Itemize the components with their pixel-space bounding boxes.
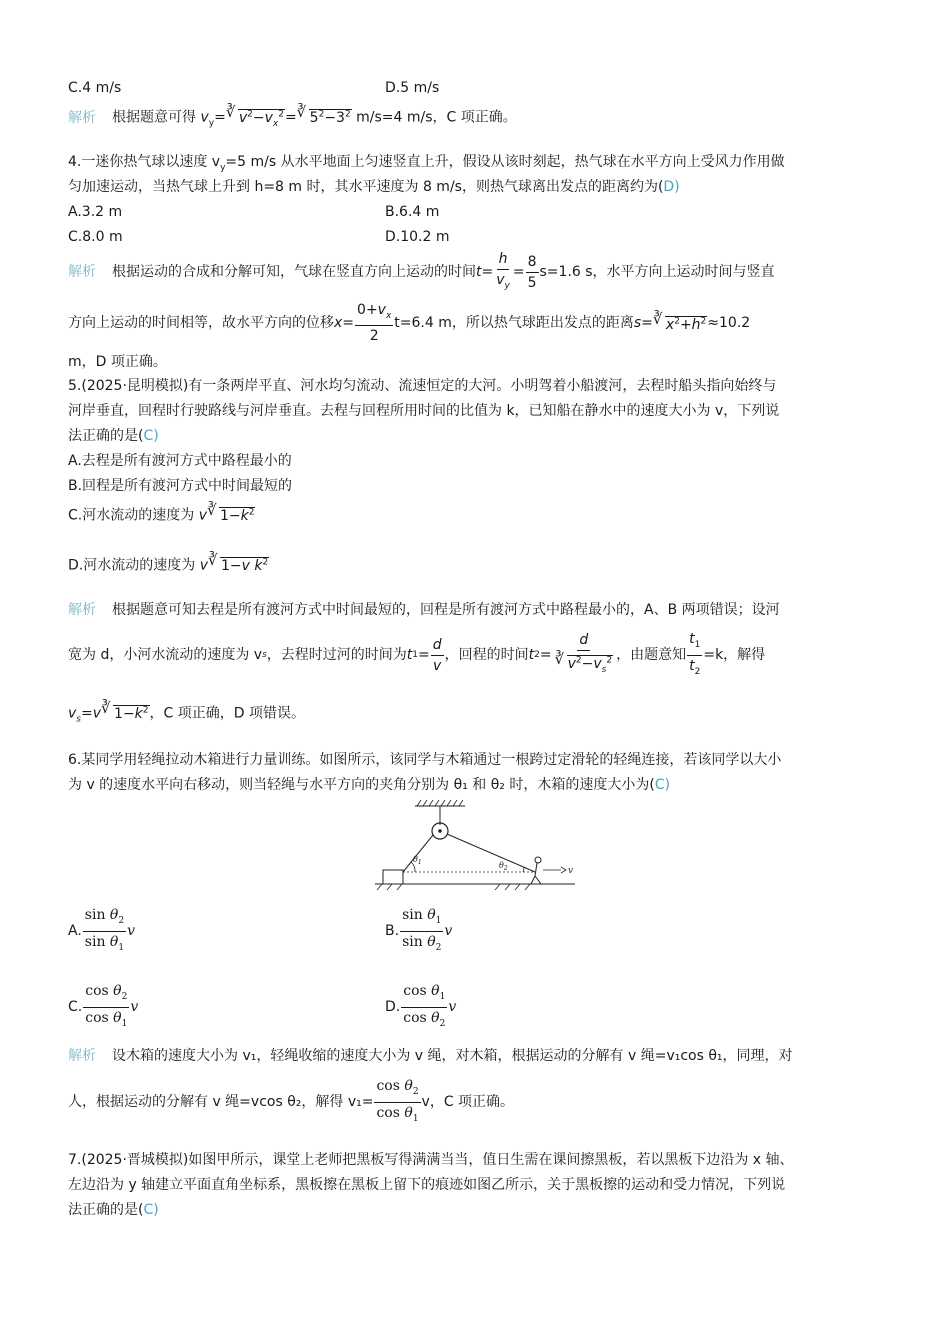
q4-option-c: C.8.0 m [68, 229, 123, 245]
person-icon [535, 857, 541, 863]
q6-analysis-line1: 解析 设木箱的速度大小为 v₁，轻绳收缩的速度大小为 v 绳，对木箱，根据运动的分解有 v 绳=v₁cos θ₁，同理，对 [68, 1048, 793, 1064]
q6-stem-line1: 6.某同学用轻绳拉动木箱进行力量训练。如图所示，该同学与木箱通过一根跨过定滑轮的轻绳连接，若该同学以大小 [68, 752, 782, 768]
q6-answer: C [654, 777, 665, 793]
q4-option-d: D.10.2 m [385, 229, 450, 245]
q5-option-c: C.河水流动的速度为 v ∛ $1-k^2$ [68, 501, 255, 524]
q4-analysis-line1: 解析 根据运动的合成和分解可知，气球在竖直方向上运动的时间 t = $\frac{h}{v_y}$ = $\frac{8}{5}$ s=1.6 s，水平方向上运动时间与竖直 [68, 250, 775, 291]
q5-stem-line3: 法正确的是(C) [68, 428, 159, 444]
q5-option-a: A.去程是所有渡河方式中路程最小的 [68, 453, 292, 469]
q4-analysis-line2: 方向上运动的时间相等，故水平方向的位移 x = $\frac{0+v_x}{2}$ t=6.4 m，所以热气球距出发点的距离 s = ∛ $x^2+h^2$ ≈10.2 [68, 301, 751, 345]
q5-option-b: B.回程是所有渡河方式中时间最短的 [68, 478, 293, 494]
option-c: C.4 m/s [68, 80, 122, 96]
q7-stem-line2: 左边沿为 y 轴建立平面直角坐标系，黑板擦在黑板上留下的痕迹如图乙所示，关于黑板擦的运动和受力情况，下列说 [68, 1177, 786, 1193]
q5-option-d: D.河水流动的速度为 v ∛ 1−v $k^2$ [68, 551, 269, 574]
q6-option-d: D. $\frac{\cos \theta_1}{\cos \theta_2}$ v [385, 982, 457, 1029]
q5-stem-line2: 河岸垂直，回程时行驶路线与河岸垂直。去程与回程所用时间的比值为 k，已知船在静水中的速度大小为 v，下列说 [68, 403, 780, 419]
q5-stem-line1: 5.(2025·昆明模拟)有一条两岸平直、河水均匀流动、流速恒定的大河。小明驾着小船渡河，去程时船头指向始终与 [68, 378, 777, 394]
q7-stem-line3: 法正确的是(C) [68, 1202, 159, 1218]
analysis-tag: 解析 [68, 109, 96, 126]
q7-answer: C [143, 1202, 154, 1218]
q6-stem-line2: 为 v 的速度水平向右移动，则当轻绳与水平方向的夹角分别为 θ₁ 和 θ₂ 时，木箱的速度大小为(C) [68, 777, 671, 793]
q6-option-a: A. $\frac{\sin \theta_2}{\sin \theta_1}$ v [68, 906, 136, 953]
option-d: D.5 m/s [385, 80, 440, 96]
box-icon [383, 870, 403, 884]
q7-stem-line1: 7.(2025·晋城模拟)如图甲所示，课堂上老师把黑板写得满满当当，值日生需在课间擦黑板，若以黑板下边沿为 x 轴、 [68, 1152, 794, 1168]
q3-analysis: 解析 根据题意可得 $v_y=$ ∛ $v^2-v_x^2=$ ∛ $5^2-3^2$ m/s=4 m/s，C 项正确。 [68, 103, 517, 129]
q4-stem-line1: 4.一迷你热气球以速度 $v_y=5$ m/s 从水平地面上匀速竖直上升，假设从该时刻起，热气球在水平方向上受风力作用做 [68, 154, 785, 173]
q6-option-c: C. $\frac{\cos \theta_2}{\cos \theta_1}$ v [68, 982, 139, 1029]
svg-text:θ1: $\theta_1$ [413, 855, 422, 866]
velocity-label: v [568, 866, 574, 876]
svg-text:θ2: $\theta_2$ [499, 861, 508, 872]
q4-analysis-line3: m，D 项正确。 [68, 354, 167, 370]
q6-option-b: B. $\frac{\sin \theta_1}{\sin \theta_2}$ v [385, 906, 453, 953]
q5-analysis-line1: 解析 根据题意可知去程是所有渡河方式中时间最短的，回程是所有渡河方式中路程最小的，A、B 两项错误；设河 [68, 602, 780, 618]
q4-option-a: A.3.2 m [68, 204, 123, 220]
q4-stem-line2: 匀加速运动，当热气球上升到 h=8 m 时，其水平速度为 8 m/s，则热气球离出发点的距离约为(D) [68, 179, 680, 195]
q5-analysis-line2: 宽为 d，小河水流动的速度为 v s ，去程时过河的时间为 t 1 = $\frac{d}{v}$ ，回程的时间 t 2 = d ∛ $v^2-v_s^2$ ，由题意知 $\frac{t_1}{t_2}$ =k，解得 [68, 630, 766, 677]
q5-analysis-line3: $v_s=v$ ∛ $1-k^2$，C 项正确，D 项错误。 [68, 699, 305, 725]
pulley-diagram [375, 798, 585, 893]
q5-answer: C [143, 428, 154, 444]
q4-answer: D [663, 179, 675, 195]
q4-option-b: B.6.4 m [385, 204, 440, 220]
q6-analysis-line2: 人，根据运动的分解有 v 绳=vcos θ₂，解得 v₁= $\frac{\cos \theta_2}{\cos \theta_1}$ v，C 项正确。 [68, 1077, 515, 1124]
